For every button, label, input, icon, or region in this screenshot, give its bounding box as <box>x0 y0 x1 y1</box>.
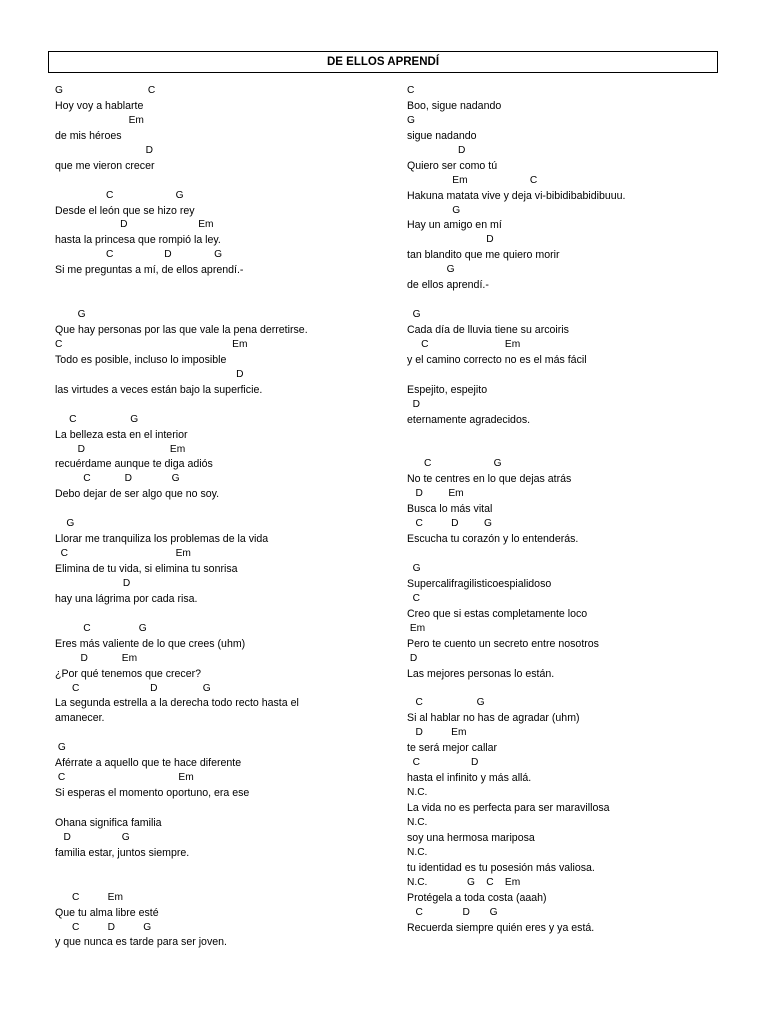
lyric-line <box>55 174 395 189</box>
lyric-line: hasta la princesa que rompió la ley. <box>55 234 221 247</box>
lyric-line: C D G <box>55 921 152 933</box>
lyric-line: amanecer. <box>55 712 105 725</box>
lyric-line: N.C. <box>407 816 428 828</box>
lyric-line: G <box>407 563 421 574</box>
lyric-line: C D G <box>55 682 211 694</box>
lyric-line <box>55 293 395 308</box>
lyric-line <box>407 547 747 562</box>
lyric-line: C <box>407 85 415 96</box>
lyrics-column-left <box>55 84 395 950</box>
lyric-line: La vida no es perfecta para ser maravillosa <box>407 802 610 814</box>
lyric-line: La segunda estrella a la derecha todo recto hasta el <box>55 697 299 710</box>
lyric-line: Hay un amigo en mí <box>407 219 502 232</box>
lyric-line: Ohana significa familia <box>55 816 162 829</box>
lyric-line: G <box>407 264 455 276</box>
lyric-line: Quiero ser como tú <box>407 159 498 172</box>
lyric-line: familia estar, juntos siempre. <box>55 846 190 859</box>
lyric-line: eternamente agradecidos. <box>407 413 531 426</box>
lyric-line: Eres más valiente de lo que crees (uhm) <box>55 637 246 650</box>
lyric-line: D <box>407 144 466 156</box>
lyric-line: Aférrate a aquello que te hace diferente <box>55 757 242 770</box>
lyric-line: de ellos aprendí.- <box>407 279 489 292</box>
lyric-line <box>55 861 395 876</box>
lyric-line: Em C <box>407 174 538 186</box>
lyric-line: D Em <box>55 443 186 455</box>
lyric-line: C Em <box>407 338 521 350</box>
lyric-line: recuérdame aunque te diga adiós <box>55 458 213 471</box>
lyric-line: Que hay personas por las que vale la pena derretirse. <box>55 324 308 336</box>
lyric-line <box>407 682 747 697</box>
lyric-line: C Em <box>55 548 191 560</box>
lyric-line <box>407 368 747 383</box>
lyric-line: Todo es posible, incluso lo imposible <box>55 353 227 366</box>
lyric-line: y que nunca es tarde para ser joven. <box>55 936 227 949</box>
lyric-line: C D G <box>407 906 498 918</box>
lyric-line: tu identidad es tu posesión más valiosa. <box>407 861 595 874</box>
lyric-line: Espejito, espejito <box>407 383 488 396</box>
lyric-line <box>55 801 395 816</box>
lyric-line: C Em <box>55 772 194 784</box>
lyric-line: La belleza esta en el interior <box>55 428 188 441</box>
lyric-line: G <box>407 309 421 321</box>
lyric-line: Elimina de tu vida, si elimina tu sonrisa <box>55 563 238 575</box>
lyric-line: te será mejor callar <box>407 742 498 755</box>
lyric-line: D <box>407 398 421 410</box>
lyric-line: de mis héroes <box>55 129 122 142</box>
lyric-line: Recuerda siempre quién eres y ya está. <box>407 921 595 934</box>
lyric-line: C G <box>407 458 502 470</box>
lyric-line: C D G <box>407 518 492 530</box>
lyric-line: D Em <box>55 219 214 231</box>
lyric-line: C G <box>55 189 184 201</box>
lyric-line: C G <box>55 413 139 425</box>
lyric-line: Em <box>55 114 144 126</box>
lyric-line: ¿Por qué tenemos que crecer? <box>55 667 202 680</box>
lyric-line: D <box>407 234 494 246</box>
lyric-line: C <box>407 592 421 604</box>
lyric-line: C G <box>407 697 485 709</box>
lyric-line: N.C. <box>407 787 428 799</box>
lyric-line: C Em <box>55 338 248 350</box>
lyric-line <box>55 726 395 741</box>
lyric-line: y el camino correcto no es el más fácil <box>407 353 587 366</box>
lyric-line: Si al hablar no has de agradar (uhm) <box>407 712 580 725</box>
lyric-line: G <box>407 114 415 126</box>
lyric-line: C Em <box>55 891 123 903</box>
lyric-line <box>407 428 747 443</box>
lyric-line <box>55 876 395 891</box>
lyric-line: C G <box>55 622 147 634</box>
lyric-line: Hoy voy a hablarte <box>55 99 144 112</box>
lyric-line: Si me preguntas a mí, de ellos aprendí.- <box>55 264 244 277</box>
lyric-line: N.C. G C Em <box>407 876 521 888</box>
lyric-line: C D G <box>55 249 222 261</box>
lyrics-column-right <box>407 84 747 935</box>
lyric-line <box>55 502 395 517</box>
lyric-line <box>407 443 747 458</box>
lyric-line: D Em <box>407 488 464 500</box>
lyric-line: Escucha tu corazón y lo entenderás. <box>407 533 579 546</box>
lyric-line: Si esperas el momento oportuno, era ese <box>55 787 250 800</box>
lyric-line <box>55 607 395 622</box>
lyric-line <box>55 398 395 413</box>
lyric-line: tan blandito que me quiero morir <box>407 249 560 262</box>
lyric-line: N.C. <box>407 846 428 858</box>
lyric-line: Pero te cuento un secreto entre nosotros <box>407 637 599 650</box>
lyric-line: Debo dejar de ser algo que no soy. <box>55 488 220 501</box>
lyric-line: Creo que si estas completamente loco <box>407 607 588 620</box>
lyric-line: Protégela a toda costa (aaah) <box>407 891 547 904</box>
lyric-line: No te centres en lo que dejas atrás <box>407 473 572 486</box>
lyric-line: D G <box>55 831 130 843</box>
lyric-line: que me vieron crecer <box>55 159 155 172</box>
lyric-line: D <box>55 577 131 589</box>
lyric-line <box>55 278 395 293</box>
lyric-line: Hakuna matata vive y deja vi-bibidibabidibuuu. <box>407 189 626 202</box>
lyric-line: G <box>55 518 75 530</box>
lyric-line: Boo, sigue nadando <box>407 99 502 112</box>
lyric-line: Desde el león que se hizo rey <box>55 204 195 217</box>
lyric-line: soy una hermosa mariposa <box>407 831 535 844</box>
lyric-line: C D <box>407 757 479 769</box>
lyric-line: D <box>55 368 244 380</box>
lyric-line: G <box>407 204 461 216</box>
lyric-line: C D G <box>55 473 180 485</box>
lyric-line: D Em <box>407 727 467 739</box>
lyric-line: Supercalifragilisticoespialidoso <box>407 577 552 590</box>
lyric-line: Em <box>407 622 426 634</box>
lyric-line: Busca lo más vital <box>407 503 493 516</box>
lyric-line <box>407 293 747 308</box>
lyric-line: sigue nadando <box>407 129 477 142</box>
lyric-line: D Em <box>55 652 138 664</box>
lyric-line: las virtudes a veces están bajo la superficie. <box>55 383 263 396</box>
lyric-line: Cada día de lluvia tiene su arcoiris <box>407 324 569 336</box>
lyric-line: D <box>55 144 153 156</box>
lyric-line: G <box>55 309 86 321</box>
lyric-line: D <box>407 652 418 664</box>
lyric-line: hasta el infinito y más allá. <box>407 772 532 785</box>
lyric-line: Llorar me tranquiliza los problemas de la vida <box>55 533 269 546</box>
song-title: DE ELLOS APRENDÍ <box>48 51 718 73</box>
lyric-line: Las mejores personas lo están. <box>407 667 555 680</box>
lyric-line: G C <box>55 85 156 96</box>
lyric-line: Que tu alma libre esté <box>55 906 159 919</box>
lyric-line: G <box>55 742 66 754</box>
lyric-line: hay una lágrima por cada risa. <box>55 592 198 605</box>
